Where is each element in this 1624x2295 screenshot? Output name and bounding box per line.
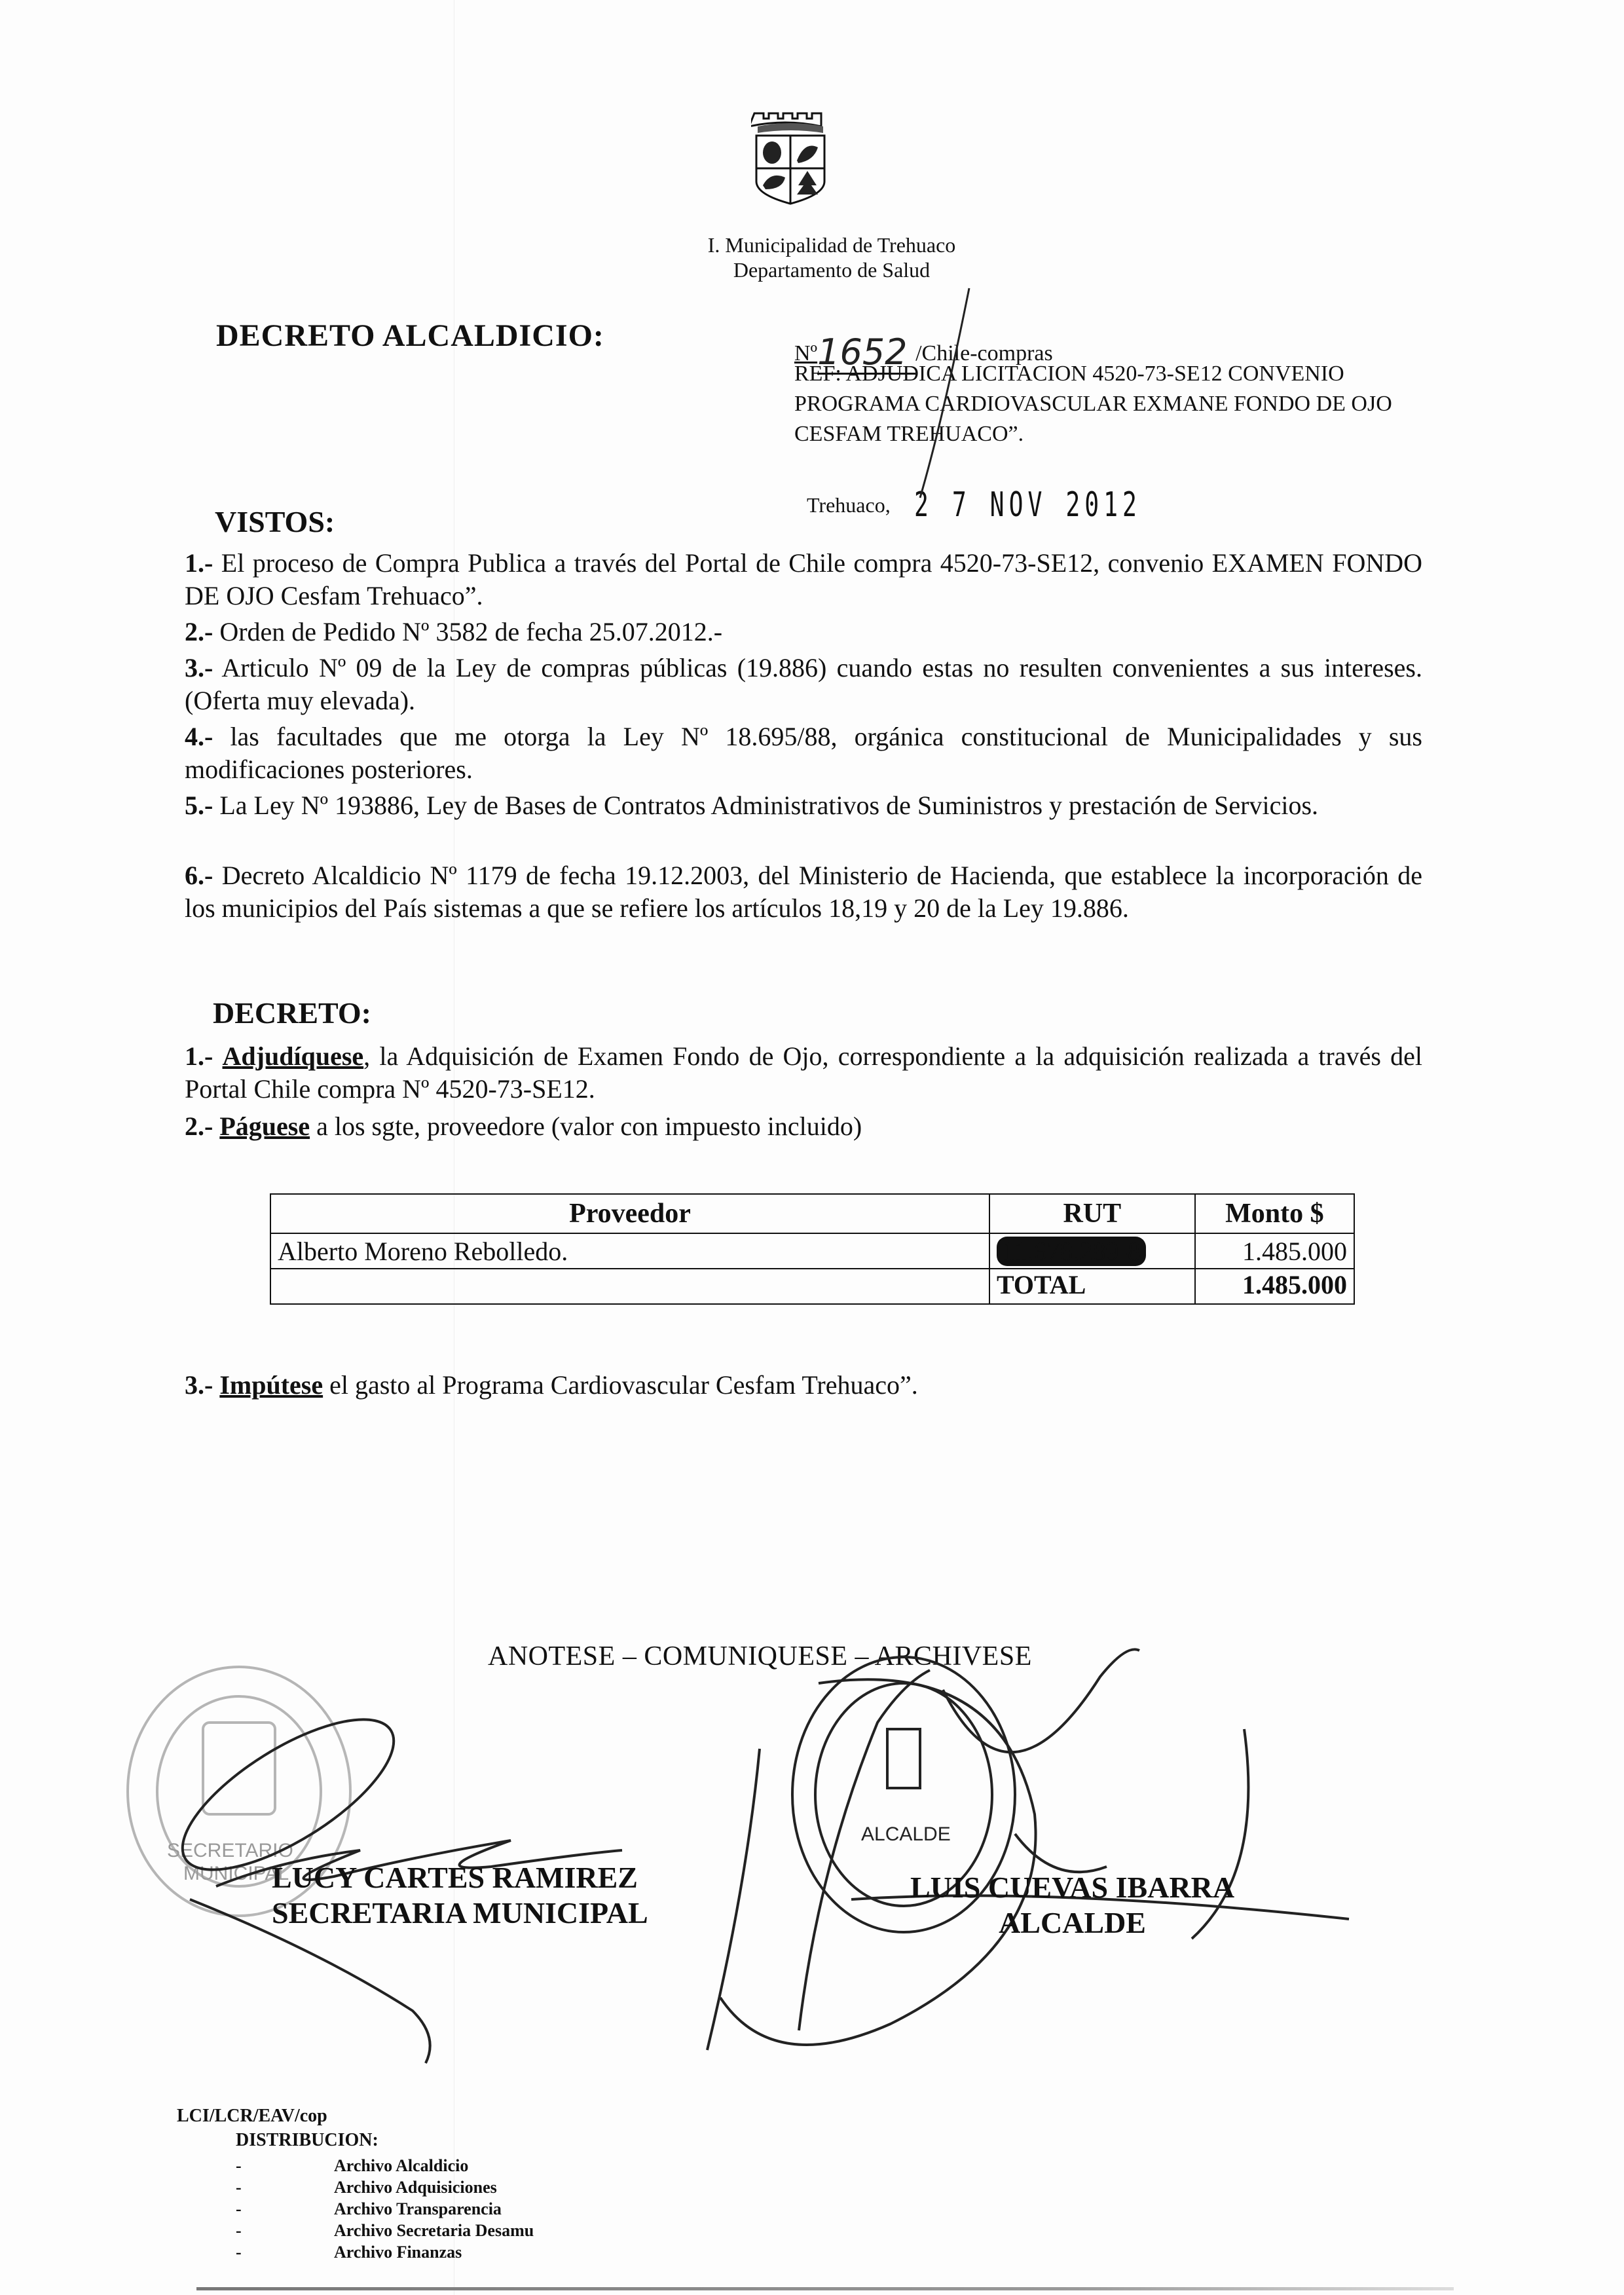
cell-empty	[270, 1269, 989, 1304]
item-text: , la Adquisición de Examen Fondo de Ojo, correspondiente a la adquisición realizada a través del Portal Chile compra Nº 4520-73-SE12.	[185, 1041, 1423, 1104]
bullet: -	[236, 2178, 242, 2197]
cell-provider: Alberto Moreno Rebolledo.	[270, 1233, 989, 1269]
column-header-amount: Monto $	[1195, 1194, 1354, 1233]
item-number: 3.-	[185, 653, 213, 682]
total-amount: 1.485.000	[1195, 1269, 1354, 1304]
bullet: -	[236, 2243, 242, 2262]
item-text: El proceso de Compra Publica a través del Portal de Chile compra 4520-73-SE12, convenio EXAMEN FONDO DE OJO Cesfam Trehuaco”.	[185, 548, 1422, 610]
author-initials: LCI/LCR/EAV/cop	[177, 2106, 327, 2126]
decreto-item	[185, 1040, 1422, 1106]
item-text: a los sgte, proveedore (valor con impuesto incluido)	[310, 1111, 862, 1141]
distribution-entry: Archivo Adquisiciones	[334, 2178, 497, 2197]
item-text: el gasto al Programa Cardiovascular Cesfam Trehuaco”.	[323, 1370, 918, 1400]
item-text: La Ley Nº 193886, Ley de Bases de Contratos Administrativos de Suministros y prestación de Servicios.	[213, 791, 1319, 820]
closing-formula: ANOTESE – COMUNIQUESE – ARCHIVESE	[488, 1641, 1032, 1671]
bullet: -	[236, 2221, 242, 2240]
item-text: las facultades que me otorga la Ley Nº 18.695/88, orgánica constitucional de Municipalidades y sus modificaciones posteriores.	[185, 722, 1422, 784]
vistos-item	[185, 547, 1422, 612]
bullet: -	[236, 2156, 242, 2175]
vistos-item	[185, 652, 1422, 717]
redacted-rut: 11.678.289-8	[997, 1237, 1146, 1266]
item-text: Articulo Nº 09 de la Ley de compras públicas (19.886) cuando estas no resulten convenientes a sus intereses. (Oferta muy elevada).	[185, 653, 1422, 715]
place-label: Trehuaco,	[807, 493, 891, 517]
reference-text: REF: ADJUDICA LICITACION 4520-73-SE12 CONVENIO PROGRAMA CARDIOVASCULAR EXMANE FONDO DE OJO CESFAM TREHUACO”.	[794, 362, 1392, 446]
item-number: 6.-	[185, 861, 213, 890]
vistos-item	[185, 859, 1422, 925]
secretary-seal-text: SECRETARIO	[167, 1840, 293, 1861]
table-total-row	[270, 1269, 1354, 1304]
number-label: Nº	[794, 341, 818, 365]
mayor-seal-text: ALCALDE	[861, 1823, 951, 1845]
bottom-divider	[196, 2287, 1454, 2290]
secretary-signature-block	[272, 1860, 648, 1931]
secretary-seal-text-2: MUNICIPAL	[183, 1863, 289, 1884]
cell-rut	[989, 1233, 1195, 1269]
item-keyword: Páguese	[219, 1111, 310, 1141]
secretary-name: LUCY CARTES RAMIREZ	[272, 1861, 638, 1894]
item-keyword: Impútese	[219, 1370, 323, 1400]
distribution-entry: Archivo Secretaria Desamu	[334, 2221, 534, 2240]
item-number: 3.-	[185, 1370, 213, 1400]
distribution-entry: Archivo Alcaldicio	[334, 2156, 469, 2175]
item-text: Decreto Alcaldicio Nº 1179 de fecha 19.12.2003, del Ministerio de Hacienda, que establece la incorporación de los municipios del País sistemas a que se refiere los artículos 18,19 y 20 de la Ley 19.886.	[185, 861, 1422, 923]
item-number: 1.-	[185, 1041, 213, 1071]
list-item	[236, 2176, 534, 2198]
handwritten-decree-number: 1652	[817, 331, 915, 375]
bullet: -	[236, 2199, 242, 2218]
mayor-signature	[707, 1649, 1349, 2050]
distribution-list	[236, 2155, 534, 2263]
vistos-item	[185, 789, 1422, 822]
decreto-item	[185, 1110, 1422, 1143]
cell-amount: 1.485.000	[1195, 1233, 1354, 1269]
mayor-role: ALCALDE	[999, 1906, 1146, 1939]
list-item	[236, 2155, 534, 2176]
mayor-name: LUIS CUEVAS IBARRA	[910, 1871, 1235, 1904]
column-header-provider: Proveedor	[270, 1194, 989, 1233]
table-row	[270, 1233, 1354, 1269]
distribution-entry: Archivo Transparencia	[334, 2199, 502, 2218]
item-number: 2.-	[185, 617, 213, 646]
date-stamp: 2 7 NOV 2012	[913, 485, 1141, 525]
item-number: 4.-	[185, 722, 213, 751]
number-suffix: /Chile-compras	[915, 341, 1053, 365]
mayor-signature-block	[910, 1870, 1234, 1941]
document-title: DECRETO ALCALDICIO:	[216, 318, 604, 353]
municipal-coat-of-arms-icon	[751, 108, 830, 206]
list-item	[236, 2220, 534, 2241]
provider-table	[270, 1193, 1355, 1305]
distribution-heading: DISTRIBUCION:	[236, 2130, 378, 2150]
item-number: 2.-	[185, 1111, 213, 1141]
issuing-organization	[661, 233, 1002, 282]
decreto-heading: DECRETO:	[213, 996, 371, 1030]
org-department: Departamento de Salud	[733, 258, 931, 282]
vistos-item	[185, 616, 1422, 648]
item-text: Orden de Pedido Nº 3582 de fecha 25.07.2012.-	[213, 617, 723, 646]
item-number: 5.-	[185, 791, 213, 820]
item-number: 1.-	[185, 548, 213, 578]
list-item	[236, 2198, 534, 2220]
vistos-heading: VISTOS:	[215, 505, 335, 538]
item-keyword: Adjudíquese	[222, 1041, 364, 1071]
secretary-role: SECRETARIA MUNICIPAL	[272, 1896, 648, 1930]
vistos-item	[185, 720, 1422, 786]
column-header-rut: RUT	[989, 1194, 1195, 1233]
list-item	[236, 2241, 534, 2263]
org-name: I. Municipalidad de Trehuaco	[707, 233, 956, 257]
distribution-entry: Archivo Finanzas	[334, 2243, 462, 2262]
decreto-item	[185, 1369, 1422, 1402]
table-header-row	[270, 1194, 1354, 1233]
total-label: TOTAL	[989, 1269, 1195, 1304]
place-and-date	[807, 481, 1238, 525]
